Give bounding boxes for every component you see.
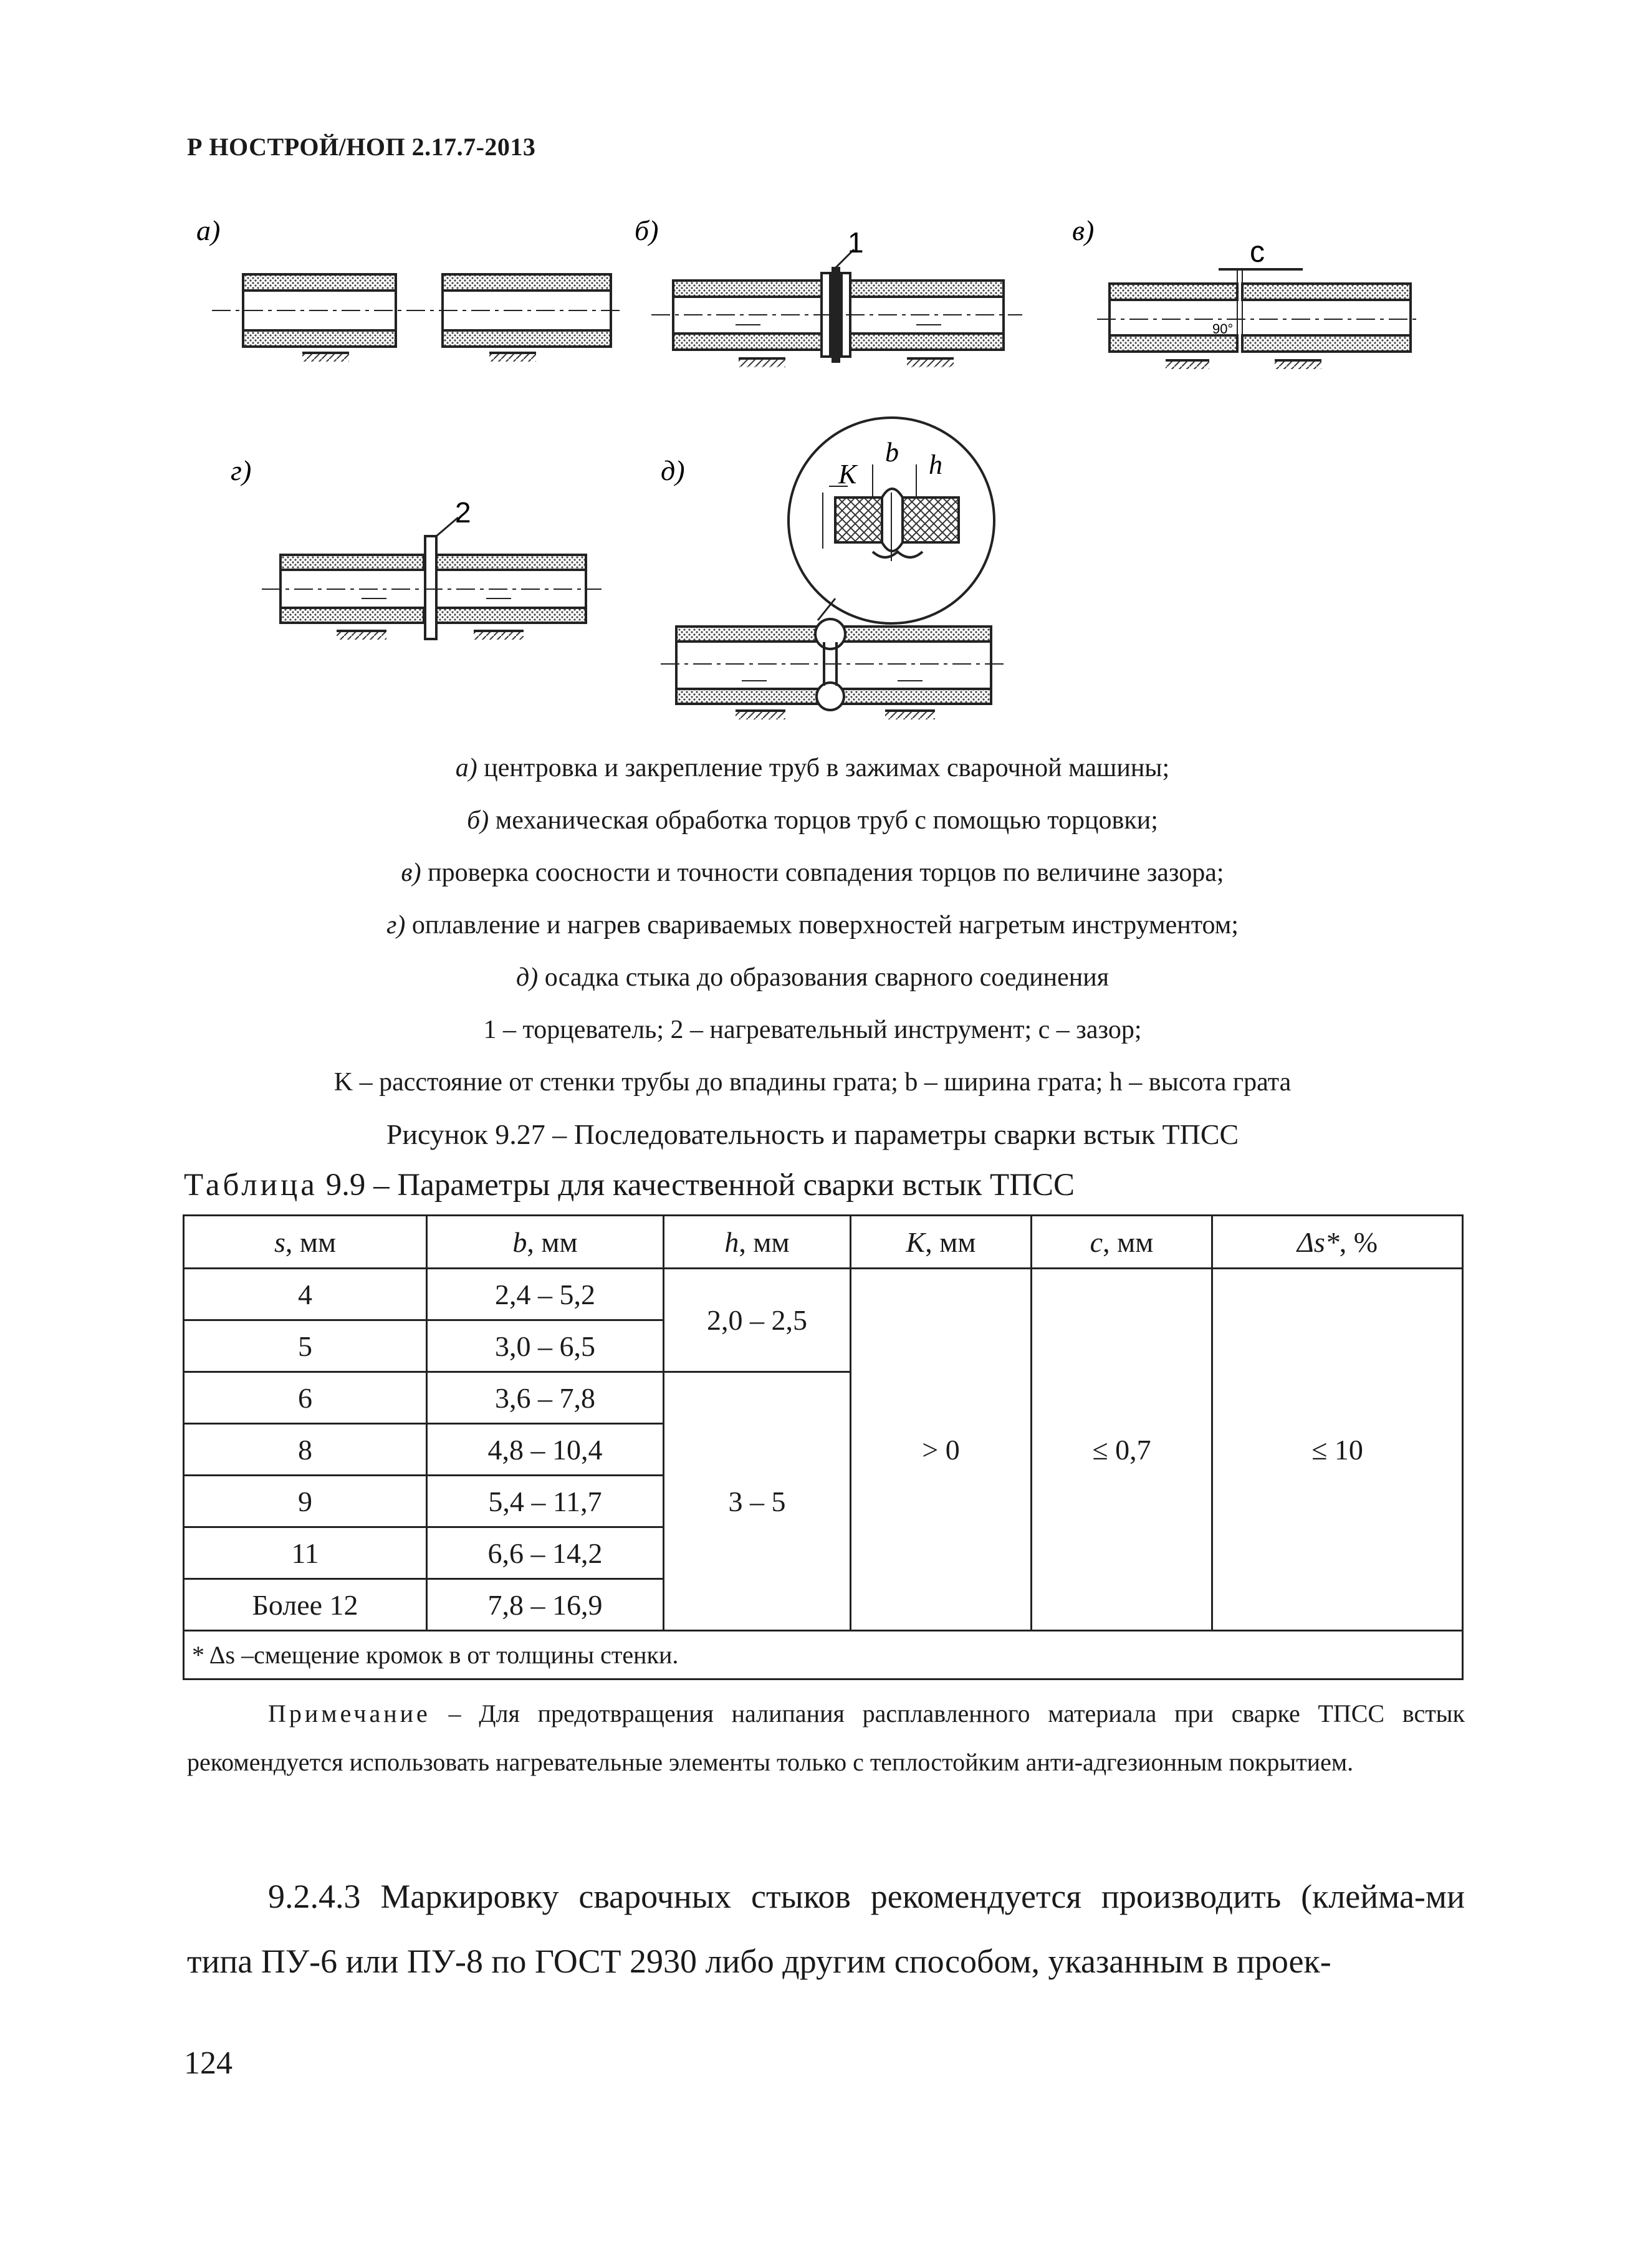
page-number: 124 bbox=[184, 2045, 232, 2081]
panel-label-g: г) bbox=[231, 454, 252, 486]
figure-9-27-drawing bbox=[0, 0, 1625, 748]
header-s: s, мм bbox=[184, 1216, 427, 1269]
panel-v-pipes bbox=[1097, 269, 1418, 369]
panel-a-pipes bbox=[212, 274, 623, 362]
cell-s: 9 bbox=[184, 1476, 427, 1527]
table-row bbox=[184, 1269, 1463, 1320]
cell-s: 4 bbox=[184, 1269, 427, 1320]
cell-b: 7,8 – 16,9 bbox=[427, 1579, 664, 1631]
cell-s: 5 bbox=[184, 1320, 427, 1372]
table-title: Таблица 9.9 – Параметры для качественной сварки встык ТПСС bbox=[184, 1168, 1075, 1203]
panel-label-a: а) bbox=[196, 214, 221, 246]
header-h: h, мм bbox=[664, 1216, 851, 1269]
cell-h-group-1: 2,0 – 2,5 bbox=[664, 1269, 851, 1372]
panel-b-pipes bbox=[651, 249, 1022, 367]
table-footnote-row bbox=[184, 1631, 1463, 1679]
caption-line-b: б) механическая обработка торцов труб с помощью торцовки; bbox=[467, 806, 1158, 835]
header-c: c, мм bbox=[1032, 1216, 1212, 1269]
cell-b: 3,6 – 7,8 bbox=[427, 1372, 664, 1424]
cell-b: 3,0 – 6,5 bbox=[427, 1320, 664, 1372]
note-text: – Для предотвращения налипания расплавленного материала при сварке ТПСС встык рекомендуется использовать нагревательные элементы только с теплостойким анти-адгезионным покрытием. bbox=[187, 1699, 1465, 1776]
cell-s: 6 bbox=[184, 1372, 427, 1424]
panel-label-b: б) bbox=[635, 214, 659, 246]
caption-line-g: г) оплавление и нагрев свариваемых поверхностей нагретым инструментом; bbox=[386, 911, 1239, 939]
header-ds: Δs*, % bbox=[1212, 1216, 1463, 1269]
note-label: Примечание bbox=[268, 1699, 431, 1727]
cell-c: ≤ 0,7 bbox=[1032, 1269, 1212, 1631]
cell-s: 11 bbox=[184, 1527, 427, 1579]
marker-h: h bbox=[929, 449, 942, 480]
marker-c: c bbox=[1250, 236, 1265, 269]
cell-b: 6,6 – 14,2 bbox=[427, 1527, 664, 1579]
figure-caption bbox=[0, 742, 1625, 1161]
marker-K: K bbox=[838, 459, 857, 489]
caption-line-d: д) осадка стыка до образования сварного соединения bbox=[515, 963, 1110, 992]
note-block bbox=[187, 1689, 1465, 1787]
caption-line-v: в) проверка соосности и точности совпадения торцов по величине зазора; bbox=[401, 858, 1224, 887]
panel-label-d: д) bbox=[661, 454, 685, 486]
marker-angle: 90° bbox=[1212, 321, 1234, 337]
paragraph-9-2-4-3: 9.2.4.3 Маркировку сварочных стыков рекомендуется производить (клейма-ми типа ПУ-6 или ПУ-8 по ГОСТ 2930 либо другим способом, указанным в проек- bbox=[187, 1878, 1465, 1980]
panel-d-pipes bbox=[661, 418, 1004, 719]
table-header-row bbox=[184, 1216, 1463, 1269]
caption-line-a: а) центровка и закрепление труб в зажимах сварочной машины; bbox=[455, 754, 1170, 782]
marker-2: 2 bbox=[455, 496, 471, 529]
cell-b: 2,4 – 5,2 bbox=[427, 1269, 664, 1320]
cell-b: 4,8 – 10,4 bbox=[427, 1424, 664, 1476]
legend-line-2: K – расстояние от стенки трубы до впадины грата; b – ширина грата; h – высота грата bbox=[333, 1068, 1292, 1097]
cell-s: 8 bbox=[184, 1424, 427, 1476]
table-footnote: * Δs –смещение кромок в от толщины стенки. bbox=[184, 1631, 1463, 1679]
cell-K: > 0 bbox=[851, 1269, 1032, 1631]
header-K: K, мм bbox=[851, 1216, 1032, 1269]
body-paragraph bbox=[187, 1864, 1465, 1994]
cell-ds: ≤ 10 bbox=[1212, 1269, 1463, 1631]
cell-h-group-2: 3 – 5 bbox=[664, 1372, 851, 1631]
cell-b: 5,4 – 11,7 bbox=[427, 1476, 664, 1527]
panel-label-v: в) bbox=[1072, 214, 1095, 246]
cell-s: Более 12 bbox=[184, 1579, 427, 1631]
legend-line-1: 1 – торцеватель; 2 – нагревательный инструмент; с – зазор; bbox=[483, 1016, 1142, 1044]
figure-title: Рисунок 9.27 – Последовательность и параметры сварки встык ТПСС bbox=[386, 1118, 1239, 1150]
marker-b: b bbox=[885, 437, 899, 468]
panel-g-pipes bbox=[262, 517, 602, 640]
document-header: Р НОСТРОЙ/НОП 2.17.7-2013 bbox=[187, 133, 536, 161]
marker-1: 1 bbox=[848, 226, 864, 259]
params-table bbox=[183, 1214, 1464, 1680]
header-b: b, мм bbox=[427, 1216, 664, 1269]
